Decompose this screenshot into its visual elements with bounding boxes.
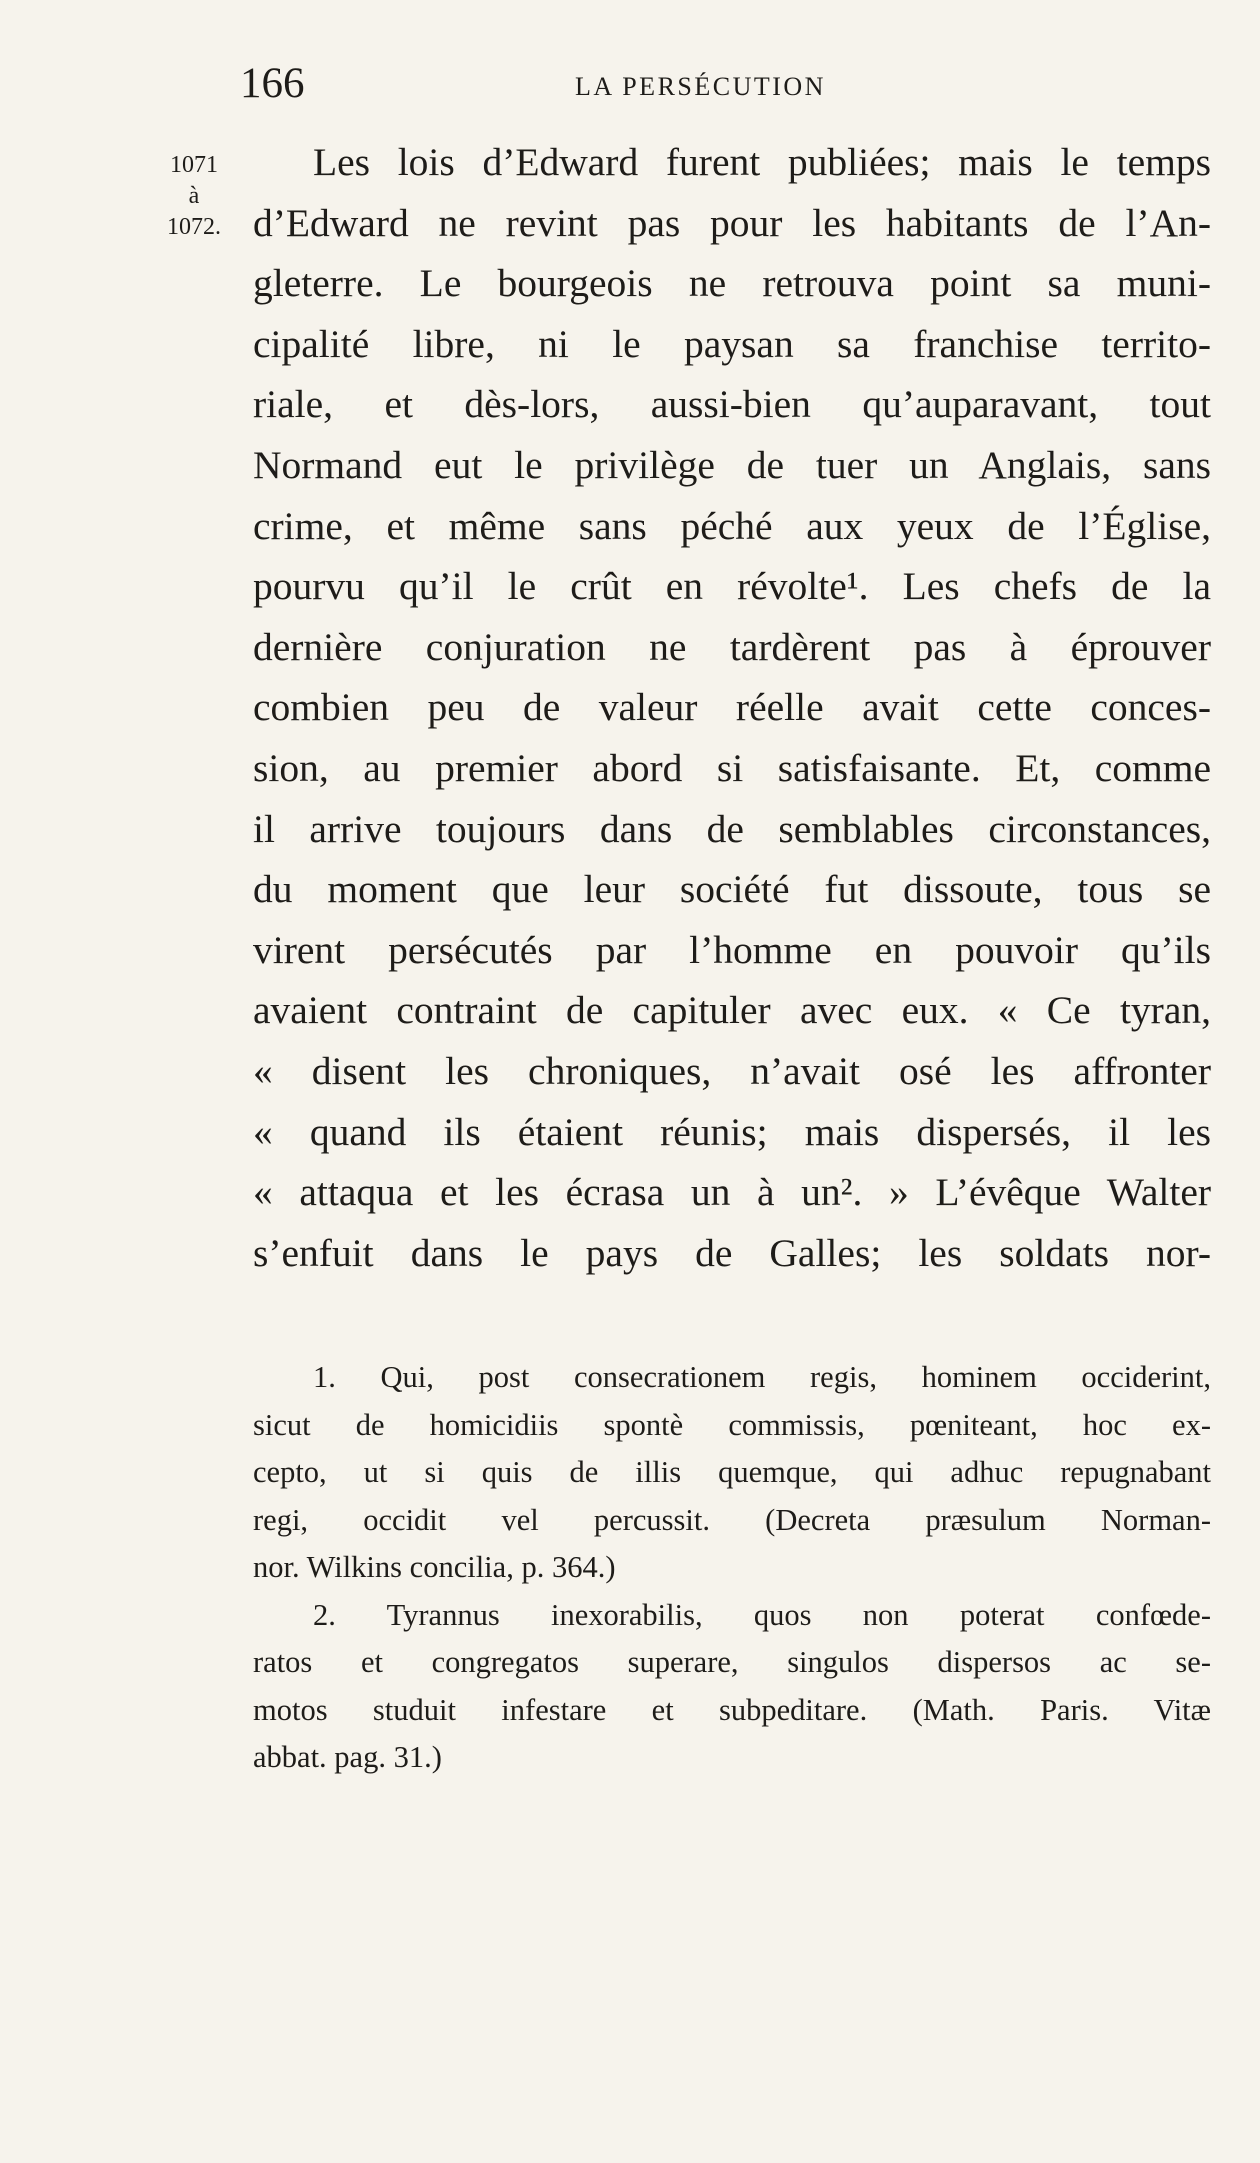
body-line: Normand eut le privilège de tuer un Anglais, sans bbox=[253, 442, 1211, 487]
footnote-line: nor. Wilkins concilia, p. 364.) bbox=[253, 1550, 616, 1584]
body-line: du moment que leur société fut dissoute, tous se bbox=[253, 867, 1211, 912]
body-line: sion, au premier abord si satisfaisante. Et, comme bbox=[253, 745, 1211, 790]
footnote-line: cepto, ut si quis de illis quemque, qui adhuc repugnabant bbox=[253, 1455, 1211, 1489]
footnote-line: sicut de homicidiis spontè commissis, pœniteant, hoc ex- bbox=[253, 1407, 1211, 1442]
body-line: gleterre. Le bourgeois ne retrouva point sa muni- bbox=[253, 261, 1211, 306]
footnotes bbox=[253, 1354, 1211, 1782]
margin-dates bbox=[158, 150, 230, 243]
body-text bbox=[253, 132, 1211, 1283]
body-line: virent persécutés par l’homme en pouvoir qu’ils bbox=[253, 927, 1211, 972]
body-line: d’Edward ne revint pas pour les habitants de l’An- bbox=[253, 200, 1211, 245]
page-number: 166 bbox=[240, 60, 305, 107]
body-line: s’enfuit dans le pays de Galles; les soldats nor- bbox=[253, 1230, 1211, 1275]
body-line: dernière conjuration ne tardèrent pas à éprouver bbox=[253, 624, 1211, 669]
margin-date-connector: à bbox=[188, 183, 200, 209]
body-line: Les lois d’Edward furent publiées; mais le temps bbox=[313, 140, 1211, 184]
body-line: combien peu de valeur réelle avait cette conces- bbox=[253, 685, 1211, 730]
body-line: riale, et dès-lors, aussi-bien qu’auparavant, tout bbox=[253, 382, 1211, 427]
footnote-line: motos studuit infestare et subpeditare. (Math. Paris. Vitæ bbox=[253, 1692, 1211, 1727]
body-line: avaient contraint de capituler avec eux. « Ce tyran, bbox=[253, 988, 1211, 1033]
body-line: il arrive toujours dans de semblables circonstances, bbox=[253, 806, 1211, 851]
footnote-line: abbat. pag. 31.) bbox=[253, 1740, 442, 1774]
body-line: « quand ils étaient réunis; mais dispersés, il les bbox=[253, 1109, 1211, 1154]
running-title: LA PERSÉCUTION bbox=[575, 72, 826, 101]
margin-date-start: 1071 bbox=[170, 152, 218, 178]
body-line: « disent les chroniques, n’avait osé les affronter bbox=[253, 1048, 1211, 1093]
margin-date-end: 1072. bbox=[167, 214, 221, 240]
body-line: pourvu qu’il le crût en révolte¹. Les chefs de la bbox=[253, 564, 1211, 609]
body-line: crime, et même sans péché aux yeux de l’Église, bbox=[253, 503, 1211, 548]
body-line: « attaqua et les écrasa un à un². » L’évêque Walter bbox=[253, 1170, 1211, 1215]
footnote-line: 1. Qui, post consecrationem regis, hominem occiderint, bbox=[313, 1360, 1211, 1394]
footnote-line: regi, occidit vel percussit. (Decreta præsulum Norman- bbox=[253, 1502, 1211, 1537]
body-line: cipalité libre, ni le paysan sa franchise territo- bbox=[253, 321, 1211, 366]
footnote-line: ratos et congregatos superare, singulos dispersos ac se- bbox=[253, 1645, 1211, 1679]
footnote-line: 2. Tyrannus inexorabilis, quos non poterat confœde- bbox=[313, 1597, 1211, 1632]
